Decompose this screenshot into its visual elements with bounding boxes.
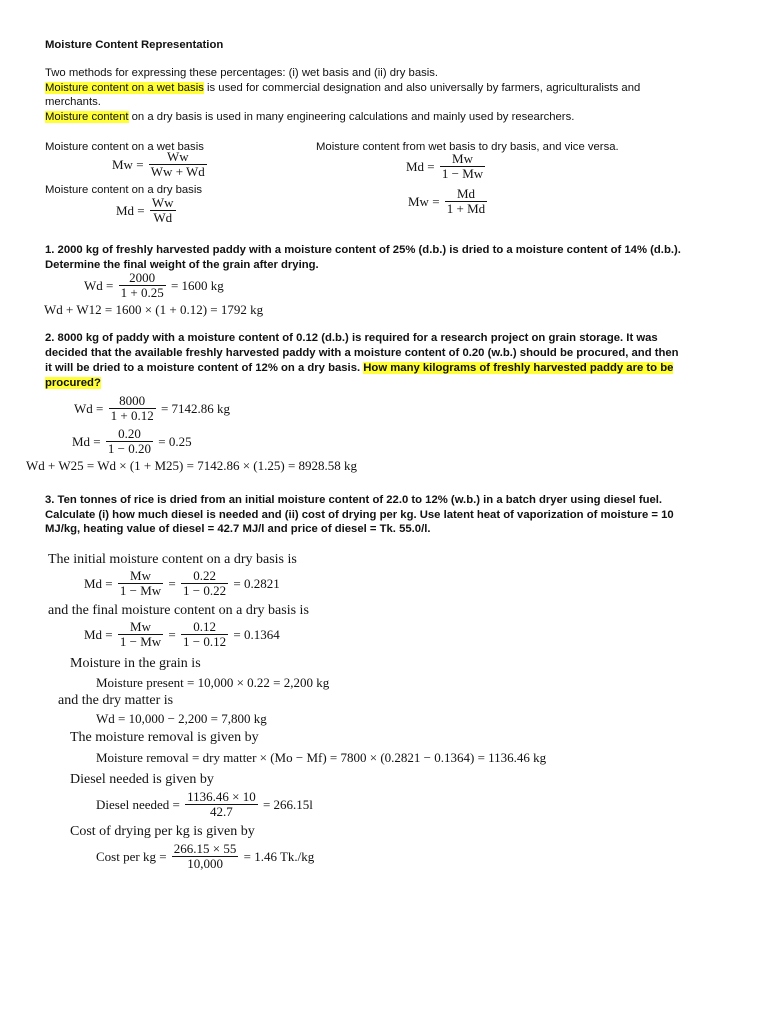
formula-rhs: = 0.1364 <box>233 626 280 642</box>
intro-line-4-rest: on a dry basis is used in many engineering calculations and mainly used by researchers. <box>128 111 575 123</box>
solution-moisture-text: Moisture in the grain is <box>70 656 201 671</box>
dry-basis-label: Moisture content on a dry basis <box>45 184 202 196</box>
conversion-label: Moisture content from wet basis to dry basis, and vice versa. <box>316 141 619 153</box>
formula-numerator: Mw <box>118 620 163 635</box>
formula-numerator: 0.12 <box>181 620 228 635</box>
problem-2-line-4 <box>45 376 101 391</box>
intro-line-2-rest: is used for commercial designation and also universally by farmers, agriculturalists and <box>203 82 641 94</box>
formula-denominator: 1 + Md <box>446 201 486 216</box>
formula-denominator: Wd <box>153 210 173 225</box>
problem-2-line-3 <box>45 361 673 376</box>
formula-numerator: Mw <box>118 569 163 584</box>
formula-numerator: 1136.46 × 10 <box>187 789 256 804</box>
formula-numerator: 0.20 <box>106 427 153 442</box>
problem-2-line-3-text: it will be dried to a moisture content of 12% on a dry basis. <box>45 362 364 374</box>
dry-basis-formula <box>116 196 178 225</box>
formula-denominator: 1 − 0.12 <box>183 634 227 649</box>
wet-basis-formula <box>112 150 209 179</box>
intro-line-1: Two methods for expressing these percentages: (i) wet basis and (ii) dry basis. <box>45 67 439 79</box>
formula-rhs: = 7142.86 kg <box>160 400 231 416</box>
intro-line-3: merchants. <box>45 96 101 108</box>
formula-denominator: 1 − 0.20 <box>107 441 151 456</box>
problem-2-eq-3: Wd + W25 = Wd × (1 + M25) = 7142.86 × (1.25) = 8928.58 kg <box>26 458 358 473</box>
solution-removal-eq: Moisture removal = dry matter × (Mo − Mf) = 7800 × (0.2821 − 0.1364) = 1136.46 kg <box>96 750 547 765</box>
solution-initial-text: The initial moisture content on a dry basis is <box>48 552 297 567</box>
solution-final-eq: Md = $\frac{Mw}{1 - Mw}$ = $\frac{0.12}{1 - 0.12}$ = 0.1364 <box>84 619 280 649</box>
formula-numerator: 0.22 <box>181 569 228 584</box>
formula-denominator: 42.7 <box>210 804 233 819</box>
problem-3-line-3: MJ/kg, heating value of diesel = 42.7 MJ/l and price of diesel = Tk. 55.0/l. <box>45 523 431 535</box>
highlight-question: How many kilograms of freshly harvested paddy are to be <box>363 362 674 374</box>
problem-3-line-2: Calculate (i) how much diesel is needed and (ii) cost of drying per kg. Use latent heat of vaporization of moisture = 10 <box>45 509 674 521</box>
formula-denominator: Ww + Wd <box>150 164 205 179</box>
dry-to-wet-formula <box>408 187 489 216</box>
highlight-wet-basis: Moisture content on a wet basis <box>45 82 204 94</box>
solution-final-text: and the final moisture content on a dry basis is <box>48 603 309 618</box>
problem-1-line-2: Determine the final weight of the grain after drying. <box>45 259 319 271</box>
solution-moisture-eq: Moisture present = 10,000 × 0.22 = 2,200 kg <box>96 675 330 690</box>
highlight-procured: procured? <box>45 377 101 389</box>
problem-3-line-1: 3. Ten tonnes of rice is dried from an initial moisture content of 22.0 to 12% (w.b.) in a batch dryer using diesel fuel. <box>45 494 663 506</box>
problem-2-line-2: decided that the available freshly harvested paddy with a moisture content of 0.20 (w.b.) should be procured, and then <box>45 347 679 359</box>
formula-lhs: Mw = <box>112 156 144 172</box>
solution-removal-text: The moisture removal is given by <box>70 730 259 745</box>
formula-denominator: 1 − 0.22 <box>183 583 227 598</box>
problem-2-eq-2 <box>72 427 192 456</box>
problem-2-line-1: 2. 8000 kg of paddy with a moisture content of 0.12 (d.b.) is required for a research project on grain storage. It was <box>45 332 658 344</box>
formula-lhs: Md = <box>72 433 101 449</box>
solution-dry-eq: Wd = 10,000 − 2,200 = 7,800 kg <box>96 711 267 726</box>
formula-numerator: Ww <box>151 195 174 210</box>
formula-numerator: 2000 <box>119 271 166 286</box>
formula-denominator: 1 − Mw <box>119 634 162 649</box>
formula-numerator: Md <box>445 187 487 202</box>
formula-numerator: 8000 <box>109 394 156 409</box>
formula-lhs: Md = <box>84 575 113 591</box>
solution-dry-text: and the dry matter is <box>58 693 174 708</box>
wet-basis-label: Moisture content on a wet basis <box>45 141 204 153</box>
problem-2-eq-1 <box>74 394 230 423</box>
formula-rhs: = 1600 kg <box>170 277 224 293</box>
formula-numerator: Mw <box>440 152 485 167</box>
problem-1-eq-2: Wd + W12 = 1600 × (1 + 0.12) = 1792 kg <box>44 302 264 317</box>
formula-denominator: 10,000 <box>187 856 223 871</box>
formula-lhs: Md = <box>84 626 113 642</box>
page-title: Moisture Content Representation <box>45 39 224 51</box>
formula-denominator: 1 − Mw <box>441 166 484 181</box>
problem-1-eq-1 <box>84 271 224 300</box>
formula-denominator: 1 + 0.12 <box>110 408 154 423</box>
solution-diesel-text: Diesel needed is given by <box>70 772 214 787</box>
formula-rhs: = 0.2821 <box>233 575 280 591</box>
formula-lhs: Mw = <box>408 193 440 209</box>
formula-lhs: Wd = <box>84 277 114 293</box>
solution-diesel-eq <box>96 790 313 819</box>
formula-denominator: 1 + 0.25 <box>120 285 164 300</box>
formula-lhs: Wd = <box>74 400 104 416</box>
formula-rhs: = 0.25 <box>158 433 192 449</box>
wet-to-dry-formula <box>406 152 487 181</box>
solution-cost-eq <box>96 842 314 871</box>
formula-numerator: 266.15 × 55 <box>173 841 237 856</box>
formula-denominator: 1 − Mw <box>119 583 162 598</box>
formula-numerator: Ww <box>149 150 207 165</box>
solution-cost-text: Cost of drying per kg is given by <box>70 824 255 839</box>
formula-lhs: Md = <box>406 158 435 174</box>
intro-line-4 <box>45 110 574 125</box>
formula-rhs: = 266.15l <box>262 796 313 812</box>
intro-line-2 <box>45 81 640 96</box>
formula-lhs: Diesel needed = <box>96 796 180 812</box>
formula-rhs: = 1.46 Tk./kg <box>243 848 315 864</box>
highlight-moisture-content: Moisture content <box>45 111 129 123</box>
solution-initial-eq: Md = $\frac{Mw}{1 - Mw}$ = $\frac{0.22}{1 - 0.22}$ = 0.2821 <box>84 568 280 598</box>
problem-1-line-1: 1. 2000 kg of freshly harvested paddy with a moisture content of 25% (d.b.) is dried to a moisture content of 14% (d.b.). <box>45 244 681 256</box>
formula-lhs: Md = <box>116 202 145 218</box>
formula-lhs: Cost per kg = <box>96 848 167 864</box>
